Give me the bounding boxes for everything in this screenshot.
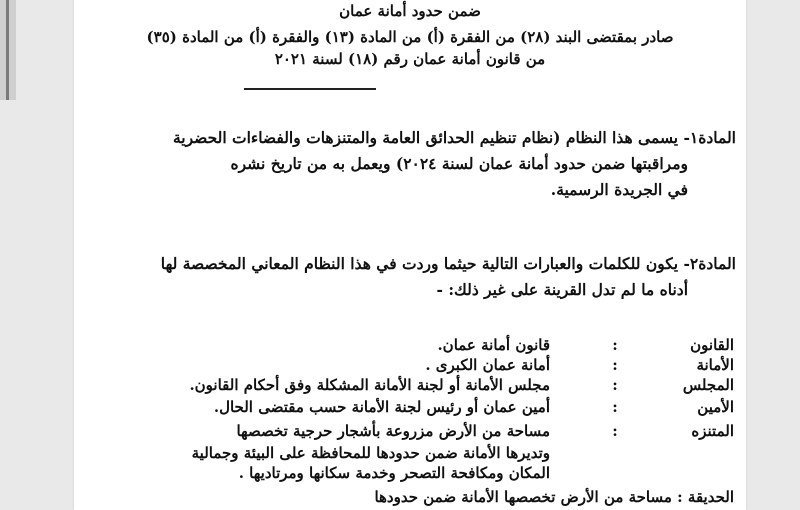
definition-term: القانون bbox=[690, 336, 734, 354]
definition-term: المتنزه bbox=[691, 422, 734, 440]
definition-text: أمانة عمان الكبرى . bbox=[425, 356, 550, 374]
scrollbar-thumb[interactable] bbox=[6, 0, 9, 100]
cutoff-line: الحديقة : مساحة من الأرض تخصصها الأمانة ضمن حدودها bbox=[374, 488, 734, 506]
definition-colon: : bbox=[612, 356, 618, 374]
definition-text: قانون أمانة عمان. bbox=[437, 336, 550, 354]
article1-line-1: المادة١- يسمى هذا النظام (نظام تنظيم الحدائق العامة والمتنزهات والفضاءات الحضرية bbox=[172, 128, 736, 147]
definition-colon: : bbox=[612, 336, 618, 354]
definition-term: المجلس bbox=[682, 376, 734, 394]
definition-text: أمين عمان أو رئيس لجنة الأمانة حسب مقتضى الحال. bbox=[213, 398, 550, 416]
header-line-3: من قانون أمانة عمان رقم (١٨) لسنة ٢٠٢١ bbox=[274, 50, 546, 68]
definition-term: الأمانة bbox=[696, 356, 734, 374]
article2-line-2: أدناه ما لم تدل القرينة على غير ذلك: - bbox=[436, 280, 688, 299]
article1-line-3: في الجريدة الرسمية. bbox=[550, 180, 688, 199]
header-divider bbox=[244, 88, 376, 90]
definition-continuation: وتديرها الأمانة ضمن حدودها للمحافظة على البيئة وجمالية bbox=[191, 444, 550, 462]
definition-text: مجلس الأمانة أو لجنة الأمانة المشكلة وفق أحكام القانون. bbox=[189, 376, 550, 394]
definition-text: مساحة من الأرض مزروعة بأشجار حرجية تخصصها bbox=[236, 422, 550, 440]
header-line-1: ضمن حدود أمانة عمان bbox=[339, 2, 481, 20]
document-page bbox=[74, 0, 746, 510]
definition-term: الأمين bbox=[697, 398, 734, 416]
definition-colon: : bbox=[612, 376, 618, 394]
definition-continuation: المكان ومكافحة التصحر وخدمة سكانها ومرتاديها . bbox=[238, 464, 550, 482]
header-line-2: صادر بمقتضى البند (٢٨) من الفقرة (أ) من المادة (١٣) والفقرة (أ) من المادة (٣٥) bbox=[146, 28, 674, 46]
article2-line-1: المادة٢- يكون للكلمات والعبارات التالية حيثما وردت في هذا النظام المعاني المخصصة لها bbox=[160, 254, 736, 273]
definition-colon: : bbox=[612, 398, 618, 416]
article1-line-2: ومراقبتها ضمن حدود أمانة عمان لسنة ٢٠٢٤) ويعمل به من تاريخ نشره bbox=[230, 154, 688, 173]
definition-colon: : bbox=[612, 422, 618, 440]
